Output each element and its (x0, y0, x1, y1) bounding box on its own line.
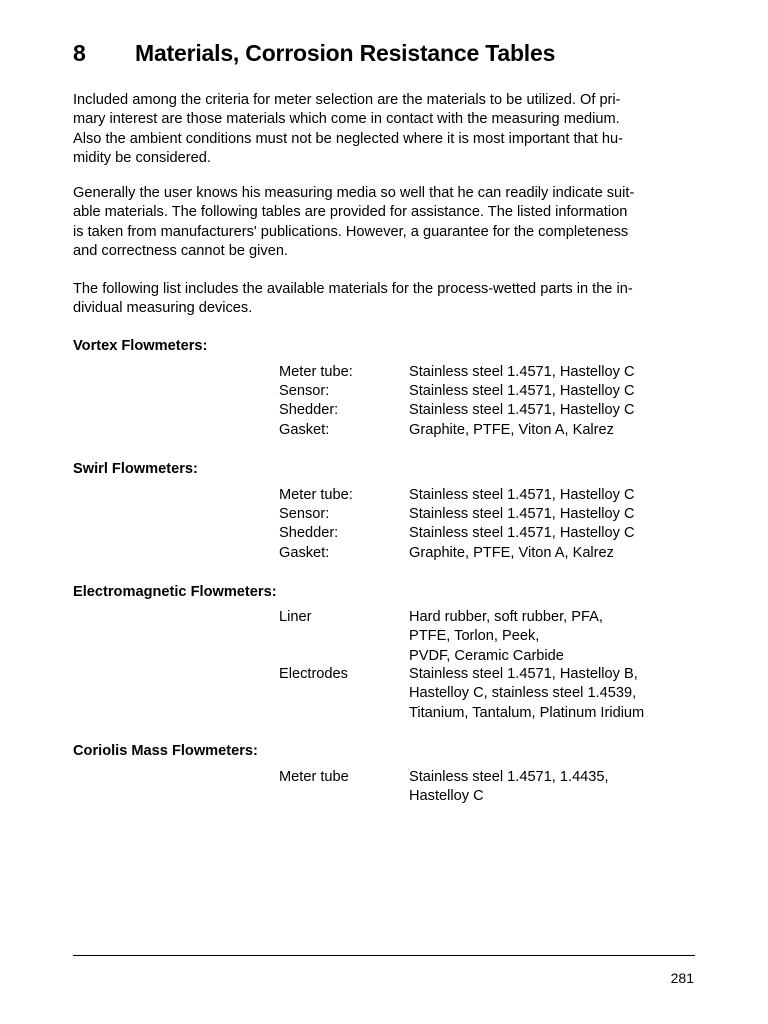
electromagnetic-title: Electromagnetic Flowmeters: (73, 584, 277, 600)
material-value (409, 768, 609, 807)
material-value-line: PVDF, Ceramic Carbide (409, 647, 564, 664)
page-number: 281 (670, 970, 694, 986)
material-value-line: Stainless steel 1.4571, Hastelloy B, (409, 666, 638, 682)
material-label: Meter tube: (279, 487, 353, 503)
material-label: Meter tube: (279, 364, 353, 380)
material-value-line: PTFE, Torlon, Peek, (409, 628, 540, 645)
paragraph-user-knowledge (73, 184, 695, 261)
coriolis-title: Coriolis Mass Flowmeters: (73, 743, 258, 759)
material-label: Liner (279, 609, 312, 625)
footer-rule (73, 955, 695, 956)
section-heading (73, 40, 555, 67)
material-value: Stainless steel 1.4571, Hastelloy C (409, 402, 635, 418)
material-value-line: Hard rubber, soft rubber, PFA, (409, 609, 603, 625)
material-label: Shedder: (279, 402, 339, 418)
paragraph-criteria (73, 91, 695, 168)
text-line: and correctness cannot be given. (73, 242, 288, 259)
material-value: Graphite, PTFE, Viton A, Kalrez (409, 422, 614, 438)
material-value: Stainless steel 1.4571, Hastelloy C (409, 364, 635, 380)
material-value: Stainless steel 1.4571, Hastelloy C (409, 506, 635, 522)
vortex-title: Vortex Flowmeters: (73, 338, 208, 354)
material-value (409, 665, 644, 723)
material-value-line: Stainless steel 1.4571, 1.4435, (409, 769, 609, 785)
section-title: Materials, Corrosion Resistance Tables (135, 40, 556, 66)
material-label: Shedder: (279, 525, 339, 541)
text-line: Also the ambient conditions must not be neglected where it is most important that hu- (73, 130, 623, 147)
text-line: Generally the user knows his measuring media so well that he can readily indicate suit- (73, 185, 635, 201)
material-value-line: Hastelloy C, stainless steel 1.4539, (409, 685, 637, 702)
section-number: 8 (73, 40, 86, 66)
material-value: Stainless steel 1.4571, Hastelloy C (409, 525, 635, 541)
text-line: dividual measuring devices. (73, 300, 253, 317)
material-label: Gasket: (279, 422, 330, 438)
text-line: is taken from manufacturers' publications. However, a guarantee for the completeness (73, 223, 629, 240)
document-page (73, 0, 695, 1024)
paragraph-list-intro (73, 280, 695, 319)
text-line: able materials. The following tables are provided for assistance. The listed information (73, 204, 628, 221)
material-value-line: Hastelloy C (409, 788, 484, 805)
material-value: Stainless steel 1.4571, Hastelloy C (409, 487, 635, 503)
material-label: Sensor: (279, 506, 330, 522)
text-line: Included among the criteria for meter selection are the materials to be utilized. Of pri- (73, 92, 621, 108)
material-value (409, 608, 603, 666)
material-value: Stainless steel 1.4571, Hastelloy C (409, 383, 635, 399)
text-line: The following list includes the available materials for the process-wetted parts in the in- (73, 281, 633, 297)
text-line: midity be considered. (73, 149, 211, 166)
material-label: Meter tube (279, 769, 349, 785)
material-label: Sensor: (279, 383, 330, 399)
material-label: Gasket: (279, 545, 330, 561)
material-value: Graphite, PTFE, Viton A, Kalrez (409, 545, 614, 561)
text-line: mary interest are those materials which come in contact with the measuring medium. (73, 111, 620, 128)
material-label: Electrodes (279, 666, 348, 682)
material-value-line: Titanium, Tantalum, Platinum Iridium (409, 704, 645, 721)
swirl-title: Swirl Flowmeters: (73, 461, 198, 477)
